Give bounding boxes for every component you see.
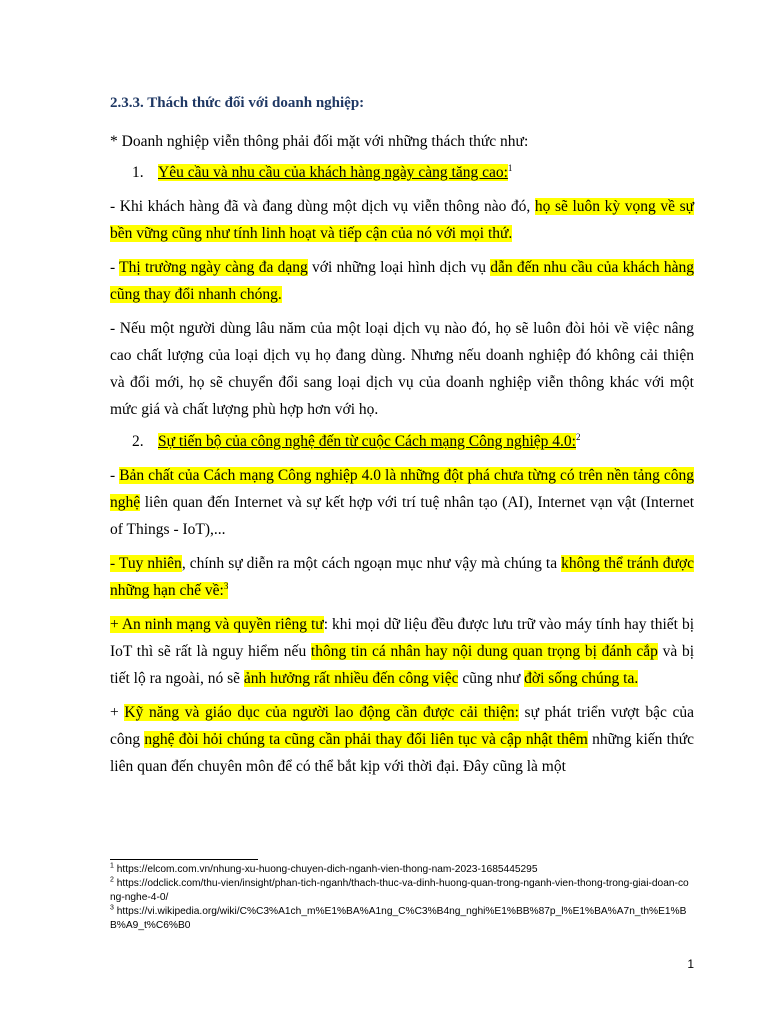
paragraph-6 <box>110 611 694 692</box>
text-run: cũng như <box>458 670 525 687</box>
highlighted-text: thông tin cá nhân hay nội dung quan trọng bị đánh cắp <box>310 643 658 660</box>
paragraph-3: - Nếu một người dùng lâu năm của một loại dịch vụ nào đó, họ sẽ luôn đòi hỏi về việc nâng cao chất lượng của loại dịch vụ họ đang dùng. Nhưng nếu doanh nghiệp đó không cải thiện và đổi mới, họ sẽ chuyển đổi sang loại dịch vụ của doanh nghiệp viễn thông khác với một mức giá và chất lượng phù hợp hơn với họ. <box>110 320 694 418</box>
text-run: với những loại hình dịch vụ <box>307 259 491 276</box>
footnote-number: 3 <box>110 904 114 912</box>
footnote-2 <box>110 877 694 904</box>
footnote-number: 2 <box>110 877 114 885</box>
footnote-link[interactable]: https://odclick.com/thu-vien/insight/phan-tich-nganh/thach-thuc-va-dinh-huong-quan-trong-nganh-vien-thong-trong-giai-doan-cong-nghe-4-0/ <box>110 878 689 903</box>
intro-paragraph: * Doanh nghiệp viễn thông phải đối mặt với những thách thức như: <box>110 133 529 150</box>
footnote-ref[interactable]: 1 <box>507 162 513 173</box>
text-run: : khi mọi dữ liệu đều được lưu trữ vào máy tính hay thiết bị IoT thì sẽ rất là nguy hiểm nếu <box>110 616 694 660</box>
text-run: những kiến thức liên quan đến chuyên môn để có thể bắt kịp với thời đại. Đây cũng là một <box>110 731 694 775</box>
footnote-separator <box>110 859 258 860</box>
paragraph-7 <box>110 699 694 780</box>
text-run: liên quan đến Internet và sự kết hợp với trí tuệ nhân tạo (AI), Internet vạn vật (Internet of Things - IoT),... <box>110 494 694 538</box>
list-number: 2. <box>132 433 144 450</box>
paragraph-5 <box>110 550 694 604</box>
highlighted-text: Kỹ năng và giáo dục của người lao động cần được cải thiện: <box>124 704 519 721</box>
highlighted-text: họ sẽ luôn kỳ vọng về sự bền vững cũng như tính linh hoạt và tiếp cận của nó với mọi thứ. <box>110 198 694 242</box>
highlighted-text: dẫn đến nhu cầu của khách hàng cũng thay đổi nhanh chóng. <box>110 259 694 303</box>
highlighted-text: + An ninh mạng và quyền riêng tư <box>110 616 324 633</box>
document-page <box>110 92 694 787</box>
footnote-link[interactable]: https://vi.wikipedia.org/wiki/C%C3%A1ch_m%E1%BA%A1ng_C%C3%B4ng_nghi%E1%BB%87p_l%E1%BA%A7n_th%E1%BB%A9_t%C6%B0 <box>110 906 687 931</box>
text-run: + <box>110 704 125 721</box>
list-item-text: Yêu cầu và nhu cầu của khách hàng ngày càng tăng cao: <box>158 164 508 181</box>
text-run: và bị tiết lộ ra ngoài, nó sẽ <box>110 643 695 687</box>
list-number: 1. <box>132 164 144 181</box>
paragraph-4 <box>110 462 694 543</box>
highlighted-text: Bản chất của Cách mạng Công nghiệp 4.0 là những đột phá chưa từng có trên nền tảng công nghệ <box>110 467 694 511</box>
highlighted-text: nghệ đòi hỏi chúng ta cũng cần phải thay đổi liên tục và cập nhật thêm <box>144 731 588 748</box>
footnote-number: 1 <box>110 862 114 870</box>
text-run: - <box>110 259 120 276</box>
text-run: không thể tránh được những hạn chế về: <box>110 555 694 599</box>
footnote-1 <box>110 863 694 876</box>
paragraph-2 <box>110 254 694 308</box>
list-item-1 <box>110 161 694 185</box>
text-run: , chính sự diễn ra một cách ngoạn mục như vậy mà chúng ta <box>181 555 562 572</box>
footnote-ref[interactable]: 2 <box>576 431 581 442</box>
footnote-link[interactable]: https://elcom.com.vn/nhung-xu-huong-chuyen-dich-nganh-vien-thong-nam-2023-1685445295 <box>113 864 538 875</box>
footnotes <box>110 863 694 933</box>
footnote-3 <box>110 905 694 932</box>
highlighted-text: - Tuy nhiên <box>110 555 182 572</box>
list-item-text: Sự tiến bộ của công nghệ đến từ cuộc Cách mạng Công nghiệp 4.0: <box>158 433 576 450</box>
text-run: - <box>110 467 120 484</box>
highlighted-text: ảnh hưởng rất nhiều đến công việc <box>243 670 459 687</box>
section-heading: 2.3.3. Thách thức đối với doanh nghiệp: <box>110 95 365 111</box>
page-number: 1 <box>687 957 694 971</box>
list-item-2 <box>110 430 694 454</box>
text-run: sự phát triển vượt bậc của công <box>110 704 694 748</box>
highlighted-text: đời sống chúng ta. <box>524 670 639 687</box>
text-run: - Khi khách hàng đã và đang dùng một dịch vụ viễn thông nào đó, <box>110 198 535 215</box>
highlighted-text: Thị trường ngày càng đa dạng <box>119 259 308 276</box>
paragraph-1 <box>110 193 694 247</box>
footnote-ref[interactable]: 3 <box>223 580 229 591</box>
